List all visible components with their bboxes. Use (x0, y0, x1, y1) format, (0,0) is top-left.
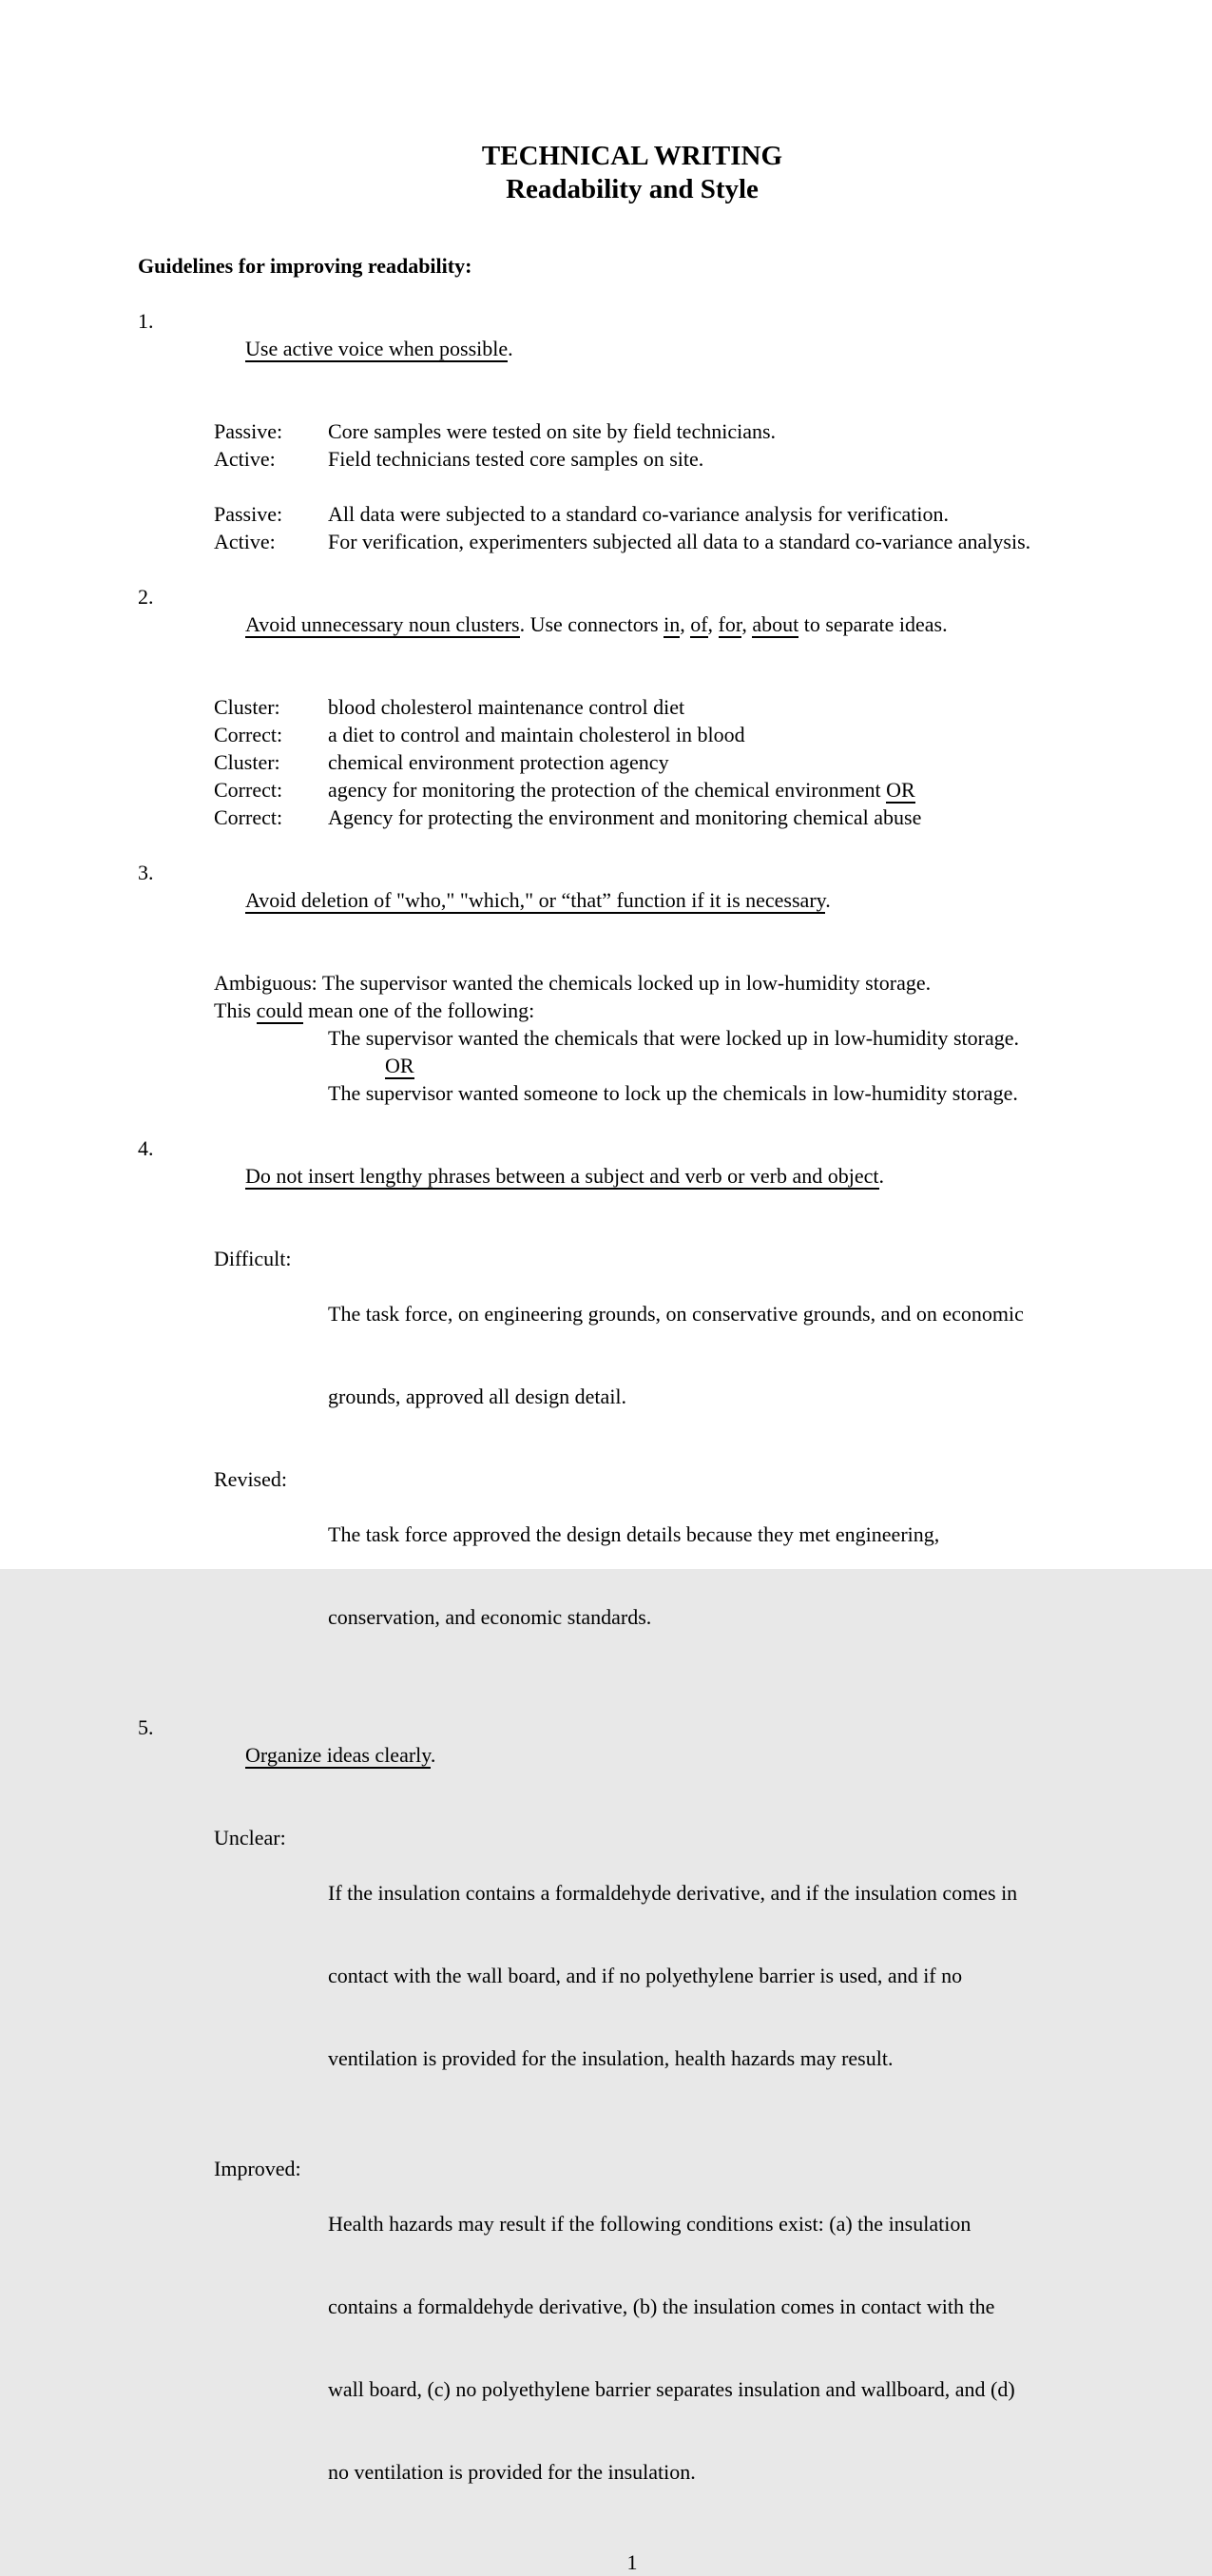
example-row (214, 2155, 1126, 2541)
option-2-line: The supervisor wanted someone to lock up the chemicals in low-humidity storage. (328, 1081, 1018, 1105)
example-row (214, 1824, 1126, 2127)
comma: , (741, 612, 753, 636)
example-label: Passive: (214, 502, 283, 526)
example-text: All data were subjected to a standard co-variance analysis for verification. (328, 502, 949, 526)
section-1-examples-a (138, 417, 1126, 473)
example-text-plain: blood cholesterol maintenance control diet (328, 695, 685, 719)
section-5-heading-period: . (430, 1743, 436, 1767)
section-2-heading-plain: . Use connectors (519, 612, 664, 636)
option-1-line: The supervisor wanted the chemicals that were locked up in low-humidity storage. (328, 1026, 1020, 1050)
text-line: ventilation is provided for the insulation, health hazards may result. (328, 2046, 894, 2070)
section-5-number: 5. (138, 1715, 154, 1739)
example-row (214, 445, 1126, 473)
text-line: The task force, on engineering grounds, on conservative grounds, and on economic (328, 1302, 1024, 1326)
could-mean-suffix: mean one of the following: (302, 998, 535, 1022)
section-3-heading-period: . (825, 888, 831, 912)
section-2-heading-text: Avoid unnecessary noun clusters (245, 612, 520, 636)
text-line: If the insulation contains a formaldehyde derivative, and if the insulation comes in (328, 1881, 1018, 1905)
or-underlined: OR (385, 1054, 414, 1077)
example-text (328, 1465, 939, 1686)
intro-heading: Guidelines for improving readability: (138, 254, 472, 278)
section-3-heading-text: Avoid deletion of "who," "which," or “that” function if it is necessary (245, 888, 826, 912)
example-label: Revised: (214, 1467, 287, 1491)
example-label: Active: (214, 530, 276, 553)
section-4-examples (138, 1245, 1126, 1686)
text-line: grounds, approved all design detail. (328, 1385, 627, 1408)
example-row (214, 417, 1126, 445)
section-5-example-unclear (138, 1824, 1126, 2127)
could-mean-prefix: This (214, 998, 257, 1022)
example-row (214, 748, 1126, 776)
text-line: contact with the wall board, and if no polyethylene barrier is used, and if no (328, 1964, 963, 1987)
example-text: For verification, experimenters subjected all data to a standard co-variance analysis. (328, 530, 1031, 553)
section-1-examples-b (138, 500, 1126, 555)
page-number: 1 (626, 2550, 638, 2574)
example-text (328, 1824, 1017, 2127)
title-line-2: Readability and Style (506, 174, 759, 204)
example-text-plain: Agency for protecting the environment and monitoring chemical abuse (328, 805, 922, 829)
comma: , (680, 612, 691, 636)
example-text: Field technicians tested core samples on site. (328, 447, 704, 471)
section-2-examples (138, 693, 1126, 831)
ambiguous-line: Ambiguous: The supervisor wanted the chemicals locked up in low-humidity storage. (214, 971, 932, 995)
example-row (214, 804, 1126, 831)
section-3-body (138, 969, 1126, 1107)
example-row (214, 776, 1126, 804)
section-5-heading (138, 1714, 1126, 1796)
section-1-heading-text: Use active voice when possible (245, 337, 509, 360)
section-2-heading (138, 583, 1126, 666)
example-row (214, 721, 1126, 748)
text-line: The task force approved the design details because they met engineering, (328, 1522, 940, 1546)
example-label: Correct: (214, 723, 283, 746)
text-line: contains a formaldehyde derivative, (b) the insulation comes in contact with the (328, 2295, 995, 2318)
connector-for: for (718, 612, 742, 636)
example-label: Correct: (214, 805, 283, 829)
example-label: Cluster: (214, 750, 280, 774)
section-4-heading (138, 1134, 1126, 1217)
connector-of: of (690, 612, 708, 636)
example-row (214, 1465, 1126, 1686)
example-text (328, 804, 921, 831)
section-4-heading-period: . (878, 1164, 885, 1188)
example-row (214, 693, 1126, 721)
text-line: no ventilation is provided for the insulation. (328, 2460, 696, 2484)
example-text: Core samples were tested on site by field technicians. (328, 419, 777, 443)
section-5-example-improved (138, 2155, 1126, 2541)
example-label: Improved: (214, 2157, 301, 2180)
example-text (328, 748, 669, 776)
example-text-plain: agency for monitoring the protection of the chemical environment (328, 778, 887, 802)
section-1-heading-period: . (508, 337, 513, 360)
section-4-number: 4. (138, 1136, 154, 1160)
example-label: Cluster: (214, 695, 280, 719)
example-text (328, 1245, 1024, 1465)
example-row (214, 1245, 1126, 1465)
example-text-underlined: OR (886, 778, 915, 802)
section-1-heading (138, 307, 1126, 390)
connector-about: about (752, 612, 799, 636)
example-row (214, 500, 1126, 528)
section-4-heading-text: Do not insert lengthy phrases between a subject and verb or verb and object (245, 1164, 879, 1188)
could-underlined: could (256, 998, 303, 1022)
text-line: wall board, (c) no polyethylene barrier separates insulation and wallboard, and (d) (328, 2377, 1015, 2401)
example-text-plain: a diet to control and maintain cholesterol in blood (328, 723, 745, 746)
section-1-number: 1. (138, 309, 154, 333)
text-line: Health hazards may result if the following conditions exist: (a) the insulation (328, 2212, 972, 2236)
example-text (328, 721, 745, 748)
example-text (328, 2155, 1015, 2541)
example-label: Correct: (214, 778, 283, 802)
section-3-number: 3. (138, 861, 154, 884)
connector-in: in (664, 612, 681, 636)
example-row (214, 528, 1126, 555)
comma: , (707, 612, 719, 636)
example-text (328, 776, 915, 804)
example-text-plain: chemical environment protection agency (328, 750, 669, 774)
text-line: conservation, and economic standards. (328, 1605, 652, 1629)
document-title (138, 140, 1126, 206)
title-line-1: TECHNICAL WRITING (481, 141, 783, 171)
example-label: Passive: (214, 419, 283, 443)
section-5-heading-text: Organize ideas clearly (245, 1743, 431, 1767)
example-text (328, 693, 684, 721)
example-label: Difficult: (214, 1247, 292, 1270)
section-2-heading-tail: to separate ideas. (798, 612, 948, 636)
example-label: Active: (214, 447, 276, 471)
or-line (385, 1052, 1126, 1079)
could-mean-line (214, 997, 1126, 1024)
section-3-heading (138, 859, 1126, 941)
example-label: Unclear: (214, 1826, 286, 1850)
section-2-number: 2. (138, 585, 154, 609)
